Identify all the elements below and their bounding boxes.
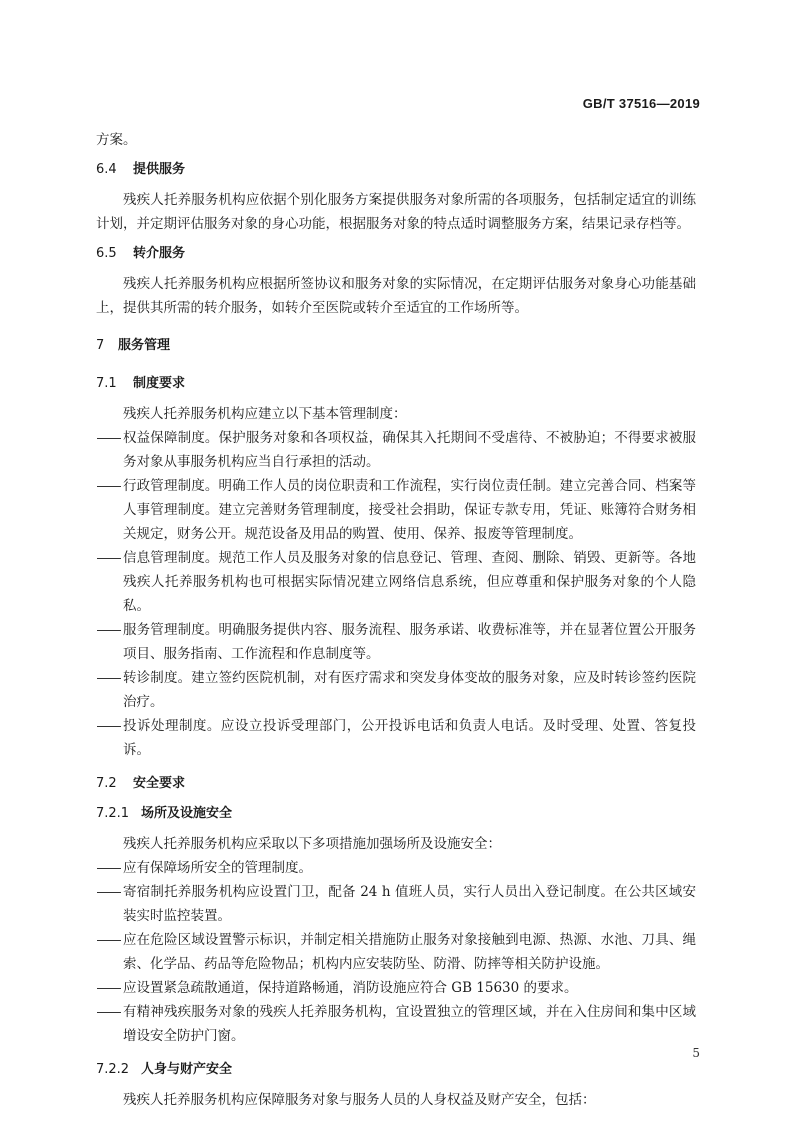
paragraph-6-4: 残疾人托养服务机构应依据个别化服务方案提供服务对象所需的各项服务，包括制定适宜的训练计划，并定期评估服务对象的身心功能，根据服务对象的特点适时调整服务方案，结果记录存档等。 — [96, 192, 696, 232]
list-7-2-1 — [96, 856, 696, 1048]
page-number: 5 — [692, 1046, 700, 1060]
heading-number: 7 — [96, 338, 105, 353]
heading-title: 安全要求 — [133, 776, 186, 791]
list-item: 有精神残疾服务对象的残疾人托养服务机构，宜设置独立的管理区域，并在入住房间和集中区域增设安全防护门窗。 — [123, 1004, 696, 1044]
list-item: 投诉处理制度。应设立投诉受理部门，公开投诉电话和负责人电话。及时受理、处置、答复投诉。 — [123, 718, 696, 758]
standard-code: GB/T 37516—2019 — [582, 96, 700, 111]
heading-title: 服务管理 — [118, 338, 171, 353]
paragraph-6-5: 残疾人托养服务机构应根据所签协议和服务对象的实际情况，在定期评估服务对象身心功能基础上，提供其所需的转介服务，如转介至医院或转介至适宜的工作场所等。 — [96, 276, 696, 316]
heading-7-2 — [96, 772, 696, 796]
heading-6-4 — [96, 158, 696, 182]
paragraph-7-1: 残疾人托养服务机构应建立以下基本管理制度： — [123, 406, 407, 422]
paragraph-7-2-2: 残疾人托养服务机构应保障服务对象与服务人员的人身权益及财产安全，包括： — [123, 1092, 596, 1108]
heading-7-2-1 — [96, 802, 696, 826]
heading-number: 6.5 — [96, 246, 117, 261]
list-item: 应在危险区域设置警示标识，并制定相关措施防止服务对象接触到电源、热源、水池、刀具、绳索、化学品、药品等危险物品；机构内应安装防坠、防滑、防摔等相关防护设施。 — [123, 932, 696, 972]
heading-number: 6.4 — [96, 162, 117, 177]
list-item: 权益保障制度。保护服务对象和各项权益，确保其入托期间不受虐待、不被胁迫；不得要求被服务对象从事服务机构应当自行承担的活动。 — [123, 430, 696, 470]
list-item: 转诊制度。建立签约医院机制，对有医疗需求和突发身体变故的服务对象，应及时转诊签约医院治疗。 — [123, 670, 696, 710]
heading-number: 7.1 — [96, 376, 117, 391]
list-item: 寄宿制托养服务机构应设置门卫，配备 24 h 值班人员，实行人员出入登记制度。在公共区域安装实时监控装置。 — [123, 884, 696, 924]
heading-number: 7.2.2 — [96, 1062, 130, 1077]
heading-title: 提供服务 — [133, 162, 186, 177]
heading-title: 制度要求 — [133, 376, 186, 391]
heading-title: 人身与财产安全 — [141, 1062, 233, 1077]
document-body — [96, 128, 696, 1112]
list-item: 服务管理制度。明确服务提供内容、服务流程、服务承诺、收费标准等，并在显著位置公开服务项目、服务指南、工作流程和作息制度等。 — [123, 622, 696, 662]
heading-7-2-2 — [96, 1058, 696, 1082]
heading-title: 转介服务 — [133, 246, 186, 261]
heading-7-1 — [96, 372, 696, 396]
paragraph-continuation: 方案。 — [96, 132, 137, 148]
list-item: 应有保障场所安全的管理制度。 — [123, 860, 312, 876]
heading-6-5 — [96, 242, 696, 266]
paragraph-7-2-1: 残疾人托养服务机构应采取以下多项措施加强场所及设施安全： — [123, 836, 501, 852]
list-item: 行政管理制度。明确工作人员的岗位职责和工作流程，实行岗位责任制。建立完善合同、档案等人事管理制度。建立完善财务管理制度，接受社会捐助，保证专款专用，凭证、账簿符合财务相关规定，财务公开。规范设备及用品的购置、使用、保养、报废等管理制度。 — [123, 478, 696, 542]
list-7-1 — [96, 426, 696, 762]
heading-number: 7.2 — [96, 776, 117, 791]
heading-title: 场所及设施安全 — [141, 806, 233, 821]
list-item: 信息管理制度。规范工作人员及服务对象的信息登记、管理、查阅、删除、销毁、更新等。各地残疾人托养服务机构也可根据实际情况建立网络信息系统，但应尊重和保护服务对象的个人隐私。 — [123, 550, 696, 614]
list-item: 应设置紧急疏散通道，保持道路畅通，消防设施应符合 GB 15630 的要求。 — [123, 980, 578, 996]
heading-number: 7.2.1 — [96, 806, 130, 821]
heading-7 — [96, 334, 696, 358]
